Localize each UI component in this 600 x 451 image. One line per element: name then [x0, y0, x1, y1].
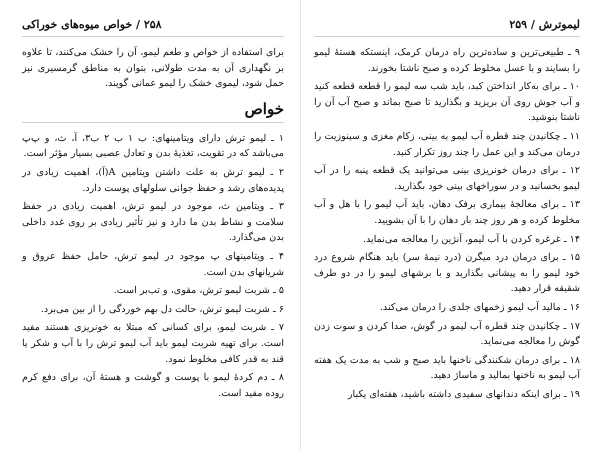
property-item-5: ۵ ـ شربت لیمو ترش، مقوی، و تب‌بر است.	[113, 285, 284, 297]
section-title: خواص	[22, 100, 284, 123]
paragraph-17: ۱۷ ـ چکانیدن چند قطره آب لیمو در گوش، صدا کردن و سوت زدن گوش را معالجه می‌نماید.	[314, 320, 580, 348]
paragraph-11: ۱۱ ـ چکانیدن چند قطره آب لیمو به بینی، زکام مغزی و سینوزیت را درمان می‌کند و این عمل را چند روز تکرار کنید.	[314, 130, 580, 158]
paragraph-18: ۱۸ ـ برای درمان شکنندگی ناخنها باید صبح و شب به مدت یک هفته آب لیمو به ناخنها بمالید و ماساژ دهید.	[314, 354, 580, 382]
paragraph-15: ۱۵ ـ برای درمان درد میگرن (درد نیمهٔ سر) باید هنگام شروع درد خود لیمو را به پیشانی بگذارید و با برشهای لیمو را در دو طرف شقیقه قرار دهید.	[314, 252, 580, 295]
property-item-8: ۸ ـ دم کردهٔ لیمو با پوست و گوشت و هستهٔ آن، برای دفع کرم روده مفید است.	[22, 372, 284, 399]
paragraph-19: ۱۹ ـ برای اینکه دندانهای سفیدی داشته باشید، هفته‌ای یکبار	[347, 388, 580, 400]
property-item-6: ۶ ـ شربت لیمو ترش، حالت دل بهم خوردگی را از بین می‌برد.	[40, 303, 284, 315]
page-gutter	[300, 0, 301, 451]
property-item-2: ۲ ـ لیمو ترش به علت داشتن ویتامین A(آ)، اهمیت زیادی در پدیده‌های رشد و حفظ جوانی سلولهای پوست دارد.	[22, 166, 284, 194]
property-item-4: ۴ ـ ویتامینهای پ موجود در لیمو ترش، حامل حفظ عروق و شریانهای بدن است.	[22, 250, 284, 278]
property-item-7: ۷ ـ شربت لیمو، برای کسانی که مبتلا به خونریزی هستند مفید است. برای تهیه شربت لیمو باید آب لیمو ترش را با آب و شکر یا قند به قدر کافی مخلوط نمود.	[22, 322, 284, 365]
paragraph-13: ۱۳ ـ برای معالجهٔ بیماری برفک دهان، باید آب لیمو را با هل و آب مخلوط کرده و هر روز چند بار دهان را با آن بشویید.	[314, 199, 580, 226]
property-item-1: ۱ ـ لیمو ترش دارای ویتامینهای: ب ۱ ب ۲ ب۳، آ، ث، و پ‌پ می‌باشد که در تقویت، تغذیهٔ بدن و تعادل عصبی بسیار مؤثر است.	[22, 132, 284, 160]
paragraph-14: ۱۴ ـ غرغره کردن با آب لیمو، آنژین را معالجه می‌نماید.	[362, 233, 580, 245]
property-item-3: ۳ ـ ویتامین ث، موجود در لیمو ترش، اهمیت زیادی در حفظ سلامت و نشاط بدن ما دارد و نیز تأثیر زیادی بر روی غدد داخلی بدن می‌گذارد.	[22, 201, 284, 244]
paragraph-16: ۱۶ ـ مالید آب لیمو زخمهای جلدی را درمان می‌کند.	[379, 301, 580, 313]
right-page	[300, 0, 600, 451]
paragraph-12: ۱۲ ـ برای درمان خونریزی بینی می‌توانید یک قطعه پنبه را در آب لیمو بخسانید و در سوراخهای بینی خود بگذارید.	[314, 165, 580, 192]
right-page-header: لیموترش / ۲۵۹	[314, 14, 580, 37]
paragraph-9: ۹ ـ طبیعی‌ترین و ساده‌ترین راه درمان کرمک، اینستکه هستهٔ لیمو را بسایند و با عسل مخلوط کرده و صبح ناشتا بخورند.	[314, 47, 580, 74]
left-page-header: ۲۵۸ / خواص میوه‌های خوراکی	[22, 14, 284, 37]
intro-paragraph: برای استفاده از خواص و طعم لیمو، آن را خشک می‌کنند، تا علاوه بر نگهداری آن به مدت طولانی، بتوان به مناطق گرمسیری نیز حمل شود، لیموی خشک را لیمو عمانی گویند.	[22, 47, 284, 90]
paragraph-10: ۱۰ ـ برای به‌کار انداختن کبد، باید شب سه لیمو را قطعه قطعه کنید و آب جوش روی آن بریزید و بگذارید تا صبح بماند و صبح آب آن را ناشتا بنوشید.	[314, 81, 580, 124]
